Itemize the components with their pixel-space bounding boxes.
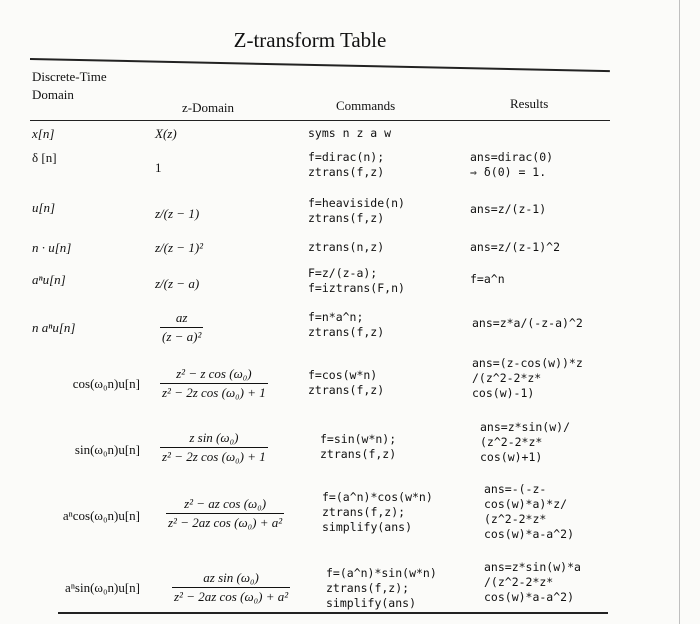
row-cmd-3: simplify(ans)	[326, 596, 417, 610]
row-res-1: ans=-(-z-	[484, 482, 547, 496]
bottom-rule	[58, 612, 608, 614]
row-cmd	[322, 490, 433, 535]
row-z: z/(z − 1)²	[155, 240, 204, 255]
row-z-fraction	[160, 366, 268, 401]
row-cmd-1: f=(a^n)*cos(w*n)	[322, 490, 433, 504]
row-res-1: ans=(z-cos(w))*z	[472, 356, 583, 370]
row-z-fraction	[160, 430, 268, 465]
row-z-denominator: (z − a)²	[162, 329, 202, 344]
row-cmd-2: ztrans(f,z)	[320, 447, 397, 461]
row-dt: n aⁿu[n]	[32, 320, 76, 335]
top-rule	[30, 58, 610, 72]
row-cmd-1: f=heaviside(n)	[308, 196, 405, 210]
row-cmd-2: ztrans(f,z);	[322, 505, 406, 519]
row-res	[470, 202, 546, 217]
page-title: Z-transform Table	[233, 28, 387, 52]
row-res-2: /(z^2-2*z*	[484, 575, 554, 589]
row-cmd	[308, 196, 405, 226]
row-res	[484, 560, 581, 605]
row-z-numerator: z² − az cos (ω₀)	[184, 496, 267, 511]
header-discrete-time-line1: Discrete-Time	[32, 69, 107, 84]
row-cmd-1: f=cos(w*n)	[308, 368, 378, 382]
row-z-denominator: z² − 2az cos (ω₀) + a²	[168, 515, 283, 530]
row-res-2: ⇒ δ(0) = 1.	[470, 165, 547, 179]
row-cmd-2: ztrans(f,z)	[308, 383, 385, 397]
row-z: z/(z − a)	[155, 276, 200, 291]
row-res-1: ans=dirac(0)	[470, 150, 554, 164]
row-z: z/(z − 1)	[155, 206, 200, 221]
row-z-denominator: z² − 2z cos (ω₀) + 1	[162, 385, 266, 400]
row-cmd-2: ztrans(f,z)	[308, 165, 385, 179]
header-discrete-time	[32, 68, 107, 104]
row-res-3: cos(w)+1)	[480, 450, 543, 464]
row-cmd	[308, 310, 384, 340]
row-z-numerator: z² − z cos (ω₀)	[176, 366, 252, 381]
row-res-2: cos(w)*a)*z/	[484, 497, 568, 511]
row-cmd	[320, 432, 396, 462]
row-cmd-2: ztrans(f,z)	[308, 325, 385, 339]
row-res-3: cos(w)*a-a^2)	[484, 590, 575, 604]
row-cmd-2: ztrans(f,z);	[326, 581, 410, 595]
header-commands: Commands	[336, 98, 396, 113]
row-z-fraction	[172, 570, 290, 605]
row-cmd-3: simplify(ans)	[322, 520, 413, 534]
row-cmd	[308, 150, 384, 180]
row-z-denominator: z² − 2az cos (ω₀) + a²	[174, 589, 289, 604]
row-dt: aⁿcos(ω₀n)u[n]	[62, 508, 140, 523]
row-dt: x[n]	[32, 126, 55, 141]
row-dt: aⁿu[n]	[32, 272, 66, 287]
row-cmd	[308, 266, 405, 296]
row-z-numerator: az sin (ω₀)	[203, 570, 259, 585]
row-res-1: ans=z/(z-1)	[470, 202, 547, 216]
page-edge-line	[679, 0, 680, 624]
row-cmd-1: syms n z a w	[308, 126, 392, 140]
row-res	[472, 356, 583, 401]
row-cmd-1: f=n*a^n;	[308, 310, 364, 324]
row-res-1: f=a^n	[470, 272, 505, 286]
row-cmd-1: F=z/(z-a);	[308, 266, 378, 280]
row-res-1: ans=z*sin(w)/	[480, 420, 571, 434]
row-res-1: ans=z/(z-1)^2	[470, 240, 561, 254]
row-res-4: cos(w)*a-a^2)	[484, 527, 575, 541]
row-res	[480, 420, 570, 465]
row-res	[484, 482, 574, 542]
row-res-1: ans=z*sin(w)*a	[484, 560, 581, 574]
row-cmd-2: ztrans(f,z)	[308, 211, 385, 225]
header-results: Results	[510, 96, 549, 111]
row-cmd-1: ztrans(n,z)	[308, 240, 385, 254]
row-z: X(z)	[155, 126, 177, 141]
row-z-numerator: az	[175, 310, 188, 325]
row-z-fraction	[160, 310, 203, 345]
row-cmd-1: f=(a^n)*sin(w*n)	[326, 566, 437, 580]
row-res-2: /(z^2-2*z*	[472, 371, 542, 385]
row-dt: n · u[n]	[32, 240, 72, 255]
header-discrete-time-line2: Domain	[32, 87, 74, 102]
row-cmd-2: f=iztrans(F,n)	[308, 281, 405, 295]
row-z-fraction	[166, 496, 284, 531]
row-res-3: cos(w)-1)	[472, 386, 535, 400]
row-res-2: (z^2-2*z*	[480, 435, 543, 449]
header-rule	[30, 120, 610, 121]
row-z: 1	[155, 160, 162, 175]
row-dt: δ [n]	[32, 150, 57, 165]
row-dt: u[n]	[32, 200, 56, 215]
row-res-3: (z^2-2*z*	[484, 512, 547, 526]
row-cmd	[308, 368, 384, 398]
row-res-1: ans=z*a/(-z-a)^2	[472, 316, 583, 330]
row-res	[470, 150, 553, 180]
row-dt: aⁿsin(ω₀n)u[n]	[65, 580, 140, 595]
row-z-numerator: z sin (ω₀)	[189, 430, 239, 445]
row-dt: sin(ω₀n)u[n]	[74, 442, 140, 457]
row-cmd-1: f=dirac(n);	[308, 150, 385, 164]
row-dt: cos(ω₀n)u[n]	[72, 376, 140, 391]
row-z-denominator: z² − 2z cos (ω₀) + 1	[162, 449, 266, 464]
header-z-domain: z-Domain	[182, 100, 234, 115]
row-cmd-1: f=sin(w*n);	[320, 432, 397, 446]
row-cmd	[326, 566, 437, 611]
